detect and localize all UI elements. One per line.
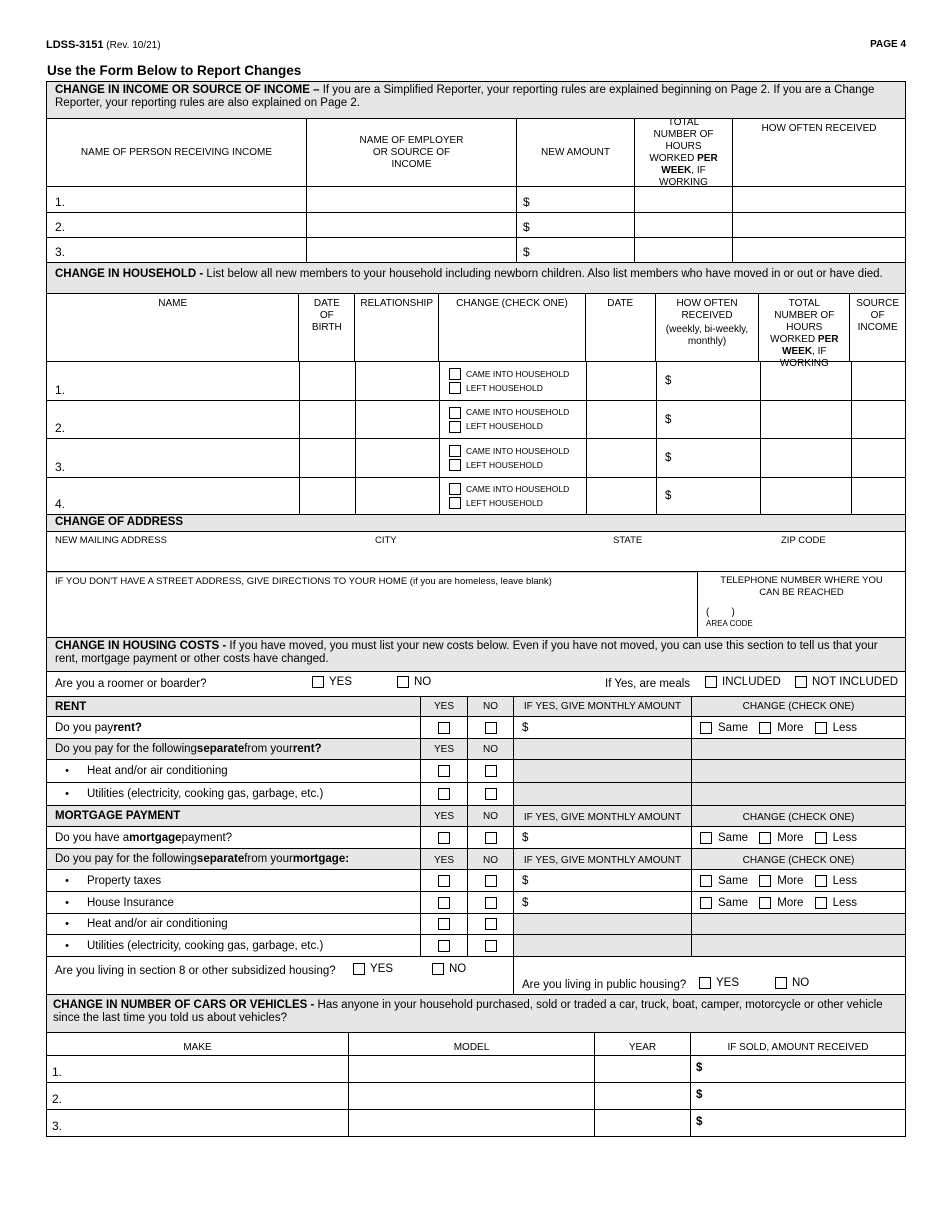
left-household-checkbox[interactable] bbox=[449, 459, 461, 471]
amount-field[interactable]: $ bbox=[513, 892, 691, 913]
meals-included-checkbox[interactable] bbox=[705, 676, 717, 688]
rent-heat-row: • Heat and/or air conditioning bbox=[47, 759, 905, 782]
came-into-household-checkbox[interactable] bbox=[449, 407, 461, 419]
no-checkbox[interactable] bbox=[485, 765, 497, 777]
amount-field[interactable]: $ bbox=[513, 870, 691, 891]
same-checkbox[interactable] bbox=[700, 897, 712, 909]
mailing-address-row[interactable]: NEW MAILING ADDRESS CITY STATE ZIP CODE bbox=[47, 531, 905, 571]
phone-field[interactable]: TELEPHONE NUMBER WHERE YOU CAN BE REACHED ( ) AREA CODE bbox=[697, 572, 905, 637]
income-section bbox=[46, 81, 906, 1137]
table-row[interactable]: 3. $ bbox=[47, 237, 905, 262]
vehicles-column-headers: MAKE MODEL YEAR IF SOLD, AMOUNT RECEIVED bbox=[47, 1032, 905, 1055]
yes-checkbox[interactable] bbox=[438, 940, 450, 952]
page-title: Use the Form Below to Report Changes bbox=[47, 63, 302, 78]
left-household-checkbox[interactable] bbox=[449, 497, 461, 509]
yes-checkbox[interactable] bbox=[438, 765, 450, 777]
directions-row bbox=[47, 571, 905, 637]
form-id: LDSS-3151 bbox=[46, 39, 104, 51]
form-revision: (Rev. 10/21) bbox=[106, 40, 161, 51]
directions-field[interactable]: IF YOU DON'T HAVE A STREET ADDRESS, GIVE DIRECTIONS TO YOUR HOME (if you are homeless, leave blank) bbox=[47, 572, 697, 637]
yes-checkbox[interactable] bbox=[438, 918, 450, 930]
page-number: PAGE 4 bbox=[870, 39, 906, 50]
rent-no-checkbox[interactable] bbox=[485, 722, 497, 734]
table-row[interactable]: 3. $ bbox=[47, 1109, 905, 1136]
mortgage-no-checkbox[interactable] bbox=[485, 832, 497, 844]
meals-not-included-checkbox[interactable] bbox=[795, 676, 807, 688]
address-header: CHANGE OF ADDRESS bbox=[47, 515, 905, 531]
section8-yes-checkbox[interactable] bbox=[353, 963, 365, 975]
same-checkbox[interactable] bbox=[700, 875, 712, 887]
public-housing-yes-checkbox[interactable] bbox=[699, 977, 711, 989]
mortgage-heat-row: • Heat and/or air conditioning bbox=[47, 913, 905, 934]
vehicles-header: CHANGE IN NUMBER OF CARS OR VEHICLES - Has anyone in your household purchased, sold or traded a car, truck, boat, camper, motorcycle or other vehicle since the last time you told us about vehicles? bbox=[47, 995, 905, 1032]
more-checkbox[interactable] bbox=[759, 722, 771, 734]
more-checkbox[interactable] bbox=[759, 897, 771, 909]
roomer-row: Are you a roomer or boarder? YES NO If Yes, are meals INCLUDED NOT INCLUDED bbox=[47, 671, 905, 696]
yes-checkbox[interactable] bbox=[438, 875, 450, 887]
table-row[interactable]: 1. $ bbox=[47, 1055, 905, 1082]
mortgage-header: MORTGAGE PAYMENT YES NO IF YES, GIVE MONTHLY AMOUNT CHANGE (CHECK ONE) bbox=[47, 805, 905, 826]
table-row[interactable]: 3. CAME INTO HOUSEHOLD LEFT HOUSEHOLD $ bbox=[47, 438, 905, 477]
house-insurance-row: • House Insurance $ Same More Less bbox=[47, 891, 905, 913]
table-row[interactable]: 2. $ bbox=[47, 1082, 905, 1109]
less-checkbox[interactable] bbox=[815, 832, 827, 844]
form-header bbox=[46, 39, 906, 51]
no-checkbox[interactable] bbox=[485, 788, 497, 800]
yes-checkbox[interactable] bbox=[438, 788, 450, 800]
mortgage-amount-field[interactable]: $ bbox=[513, 827, 691, 848]
mortgage-yes-checkbox[interactable] bbox=[438, 832, 450, 844]
more-checkbox[interactable] bbox=[759, 832, 771, 844]
yes-checkbox[interactable] bbox=[438, 897, 450, 909]
came-into-household-checkbox[interactable] bbox=[449, 445, 461, 457]
rent-header: RENT YES NO IF YES, GIVE MONTHLY AMOUNT CHANGE (CHECK ONE) bbox=[47, 696, 905, 716]
household-column-headers: NAME DATE OF BIRTH RELATIONSHIP CHANGE (CHECK ONE) DATE HOW OFTEN RECEIVED (weekly, bi-weekly, monthly) TOTAL NUMBER OF HOURS WORKED PER WEEK, IF WORKING SOURCE OF INCOME bbox=[47, 293, 905, 361]
less-checkbox[interactable] bbox=[815, 875, 827, 887]
same-checkbox[interactable] bbox=[700, 832, 712, 844]
more-checkbox[interactable] bbox=[759, 875, 771, 887]
rent-utilities-row: • Utilities (electricity, cooking gas, garbage, etc.) bbox=[47, 782, 905, 805]
table-row[interactable]: 4. CAME INTO HOUSEHOLD LEFT HOUSEHOLD $ bbox=[47, 477, 905, 514]
no-checkbox[interactable] bbox=[485, 940, 497, 952]
income-column-headers: NAME OF PERSON RECEIVING INCOME NAME OF EMPLOYER OR SOURCE OF INCOME NEW AMOUNT TOTAL NUMBER OF HOURS WORKED PER WEEK, IF WORKING HOW OFTEN RECEIVED bbox=[47, 118, 905, 186]
household-header: CHANGE IN HOUSEHOLD - List below all new members to your household including newborn children. Also list members who have moved in or out or have died. bbox=[47, 263, 905, 293]
rent-yes-checkbox[interactable] bbox=[438, 722, 450, 734]
property-taxes-row: • Property taxes $ Same More Less bbox=[47, 869, 905, 891]
no-checkbox[interactable] bbox=[485, 897, 497, 909]
table-row[interactable]: 1. CAME INTO HOUSEHOLD LEFT HOUSEHOLD $ bbox=[47, 361, 905, 400]
separate-rent-row: Do you pay for the following separate from your rent? YES NO bbox=[47, 738, 905, 759]
roomer-no-checkbox[interactable] bbox=[397, 676, 409, 688]
table-row[interactable]: 1. $ bbox=[47, 186, 905, 212]
mortgage-utilities-row: • Utilities (electricity, cooking gas, garbage, etc.) bbox=[47, 934, 905, 956]
separate-mortgage-row: Do you pay for the following separate from your mortgage: YES NO IF YES, GIVE MONTHLY AMOUNT CHANGE (CHECK ONE) bbox=[47, 848, 905, 869]
section8-no-checkbox[interactable] bbox=[432, 963, 444, 975]
pay-rent-row: Do you pay rent? $ Same More Less bbox=[47, 716, 905, 738]
subsidized-housing-row: Are you living in section 8 or other subsidized housing? YES NO Are you living in public housing? YES NO bbox=[47, 956, 905, 994]
no-checkbox[interactable] bbox=[485, 918, 497, 930]
roomer-yes-checkbox[interactable] bbox=[312, 676, 324, 688]
have-mortgage-row: Do you have a mortgage payment? $ Same More Less bbox=[47, 826, 905, 848]
less-checkbox[interactable] bbox=[815, 722, 827, 734]
table-row[interactable]: 2. $ bbox=[47, 212, 905, 237]
income-header: CHANGE IN INCOME OR SOURCE OF INCOME – If you are a Simplified Reporter, your reporting rules are explained beginning on Page 2. If you are a Change Reporter, your reporting rules are also explained on Page 2. bbox=[47, 82, 905, 118]
came-into-household-checkbox[interactable] bbox=[449, 368, 461, 380]
housing-header: CHANGE IN HOUSING COSTS - If you have moved, you must list your new costs below. Even if you have not moved, you can use this section to tell us that your rent, mortgage payment or other costs have changed. bbox=[47, 638, 905, 671]
public-housing-no-checkbox[interactable] bbox=[775, 977, 787, 989]
came-into-household-checkbox[interactable] bbox=[449, 483, 461, 495]
less-checkbox[interactable] bbox=[815, 897, 827, 909]
left-household-checkbox[interactable] bbox=[449, 382, 461, 394]
no-checkbox[interactable] bbox=[485, 875, 497, 887]
same-checkbox[interactable] bbox=[700, 722, 712, 734]
left-household-checkbox[interactable] bbox=[449, 421, 461, 433]
table-row[interactable]: 2. CAME INTO HOUSEHOLD LEFT HOUSEHOLD $ bbox=[47, 400, 905, 438]
rent-amount-field[interactable]: $ bbox=[513, 717, 691, 738]
